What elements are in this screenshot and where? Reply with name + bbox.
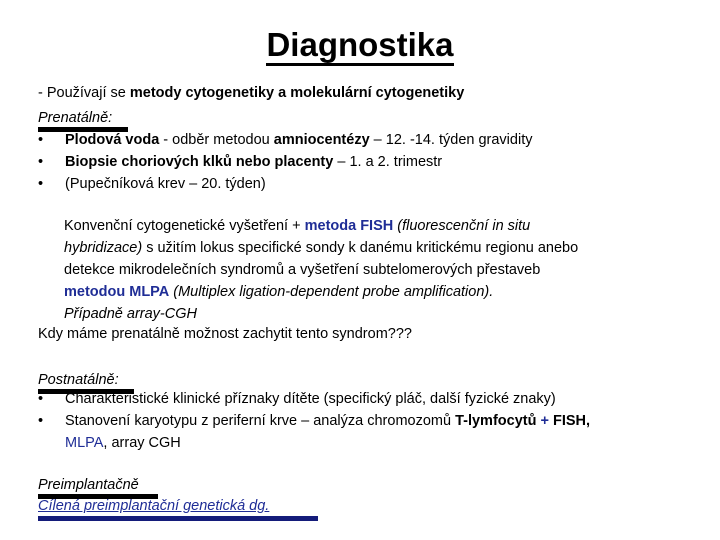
prenatal-item-2: • Biopsie choriových klků nebo placenty – 1. a 2. trimestr [38,154,443,170]
bullet-icon: • [38,176,44,192]
preimplant-heading: Preimplantačně [38,477,139,493]
intro-line: - Používají se metody cytogenetiky a molekulární cytogenetiky [38,85,465,101]
postnatal-item-2: • Stanovení karyotypu z periferní krve – analýza chromozomů T-lymfocytů + FISH, [38,413,591,429]
bullet-icon: • [38,154,44,170]
page-title: Diagnostika [0,26,720,64]
preimplant-underline-bar [38,516,318,521]
postnatal-item-2-cont: MLPA, array CGH [65,435,181,451]
conventional-line-3: detekce mikrodelečních syndromů a vyšetření subtelomerových přestaveb [64,262,541,278]
bullet-icon: • [38,413,44,429]
bullet-icon: • [38,391,44,407]
prenatal-item-1: • Plodová voda - odběr metodou amniocentézy – 12. -14. týden gravidity [38,132,533,148]
bullet-icon: • [38,132,44,148]
question-line: Kdy máme prenatálně možnost zachytit tento syndrom??? [38,326,412,342]
prenatal-item-3: • (Pupečníková krev – 20. týden) [38,176,266,192]
conventional-line-5: Případně array-CGH [64,306,197,322]
preimplant-text: Cílená preimplantační genetická dg. [38,498,270,514]
conventional-line-4: metodou MLPA (Multiplex ligation-dependent probe amplification). [64,284,494,300]
postnatal-heading: Postnatálně: [38,372,119,388]
conventional-line-1: Konvenční cytogenetické vyšetření + metoda FISH (fluorescenční in situ [64,218,531,234]
conventional-line-2: hybridizace) s užitím lokus specifické sondy k danému kritickému regionu anebo [64,240,579,256]
postnatal-item-1: • Charakteristické klinické příznaky dítěte (specifický pláč, další fyzické znaky) [38,391,556,407]
prenatal-heading: Prenatálně: [38,110,113,126]
